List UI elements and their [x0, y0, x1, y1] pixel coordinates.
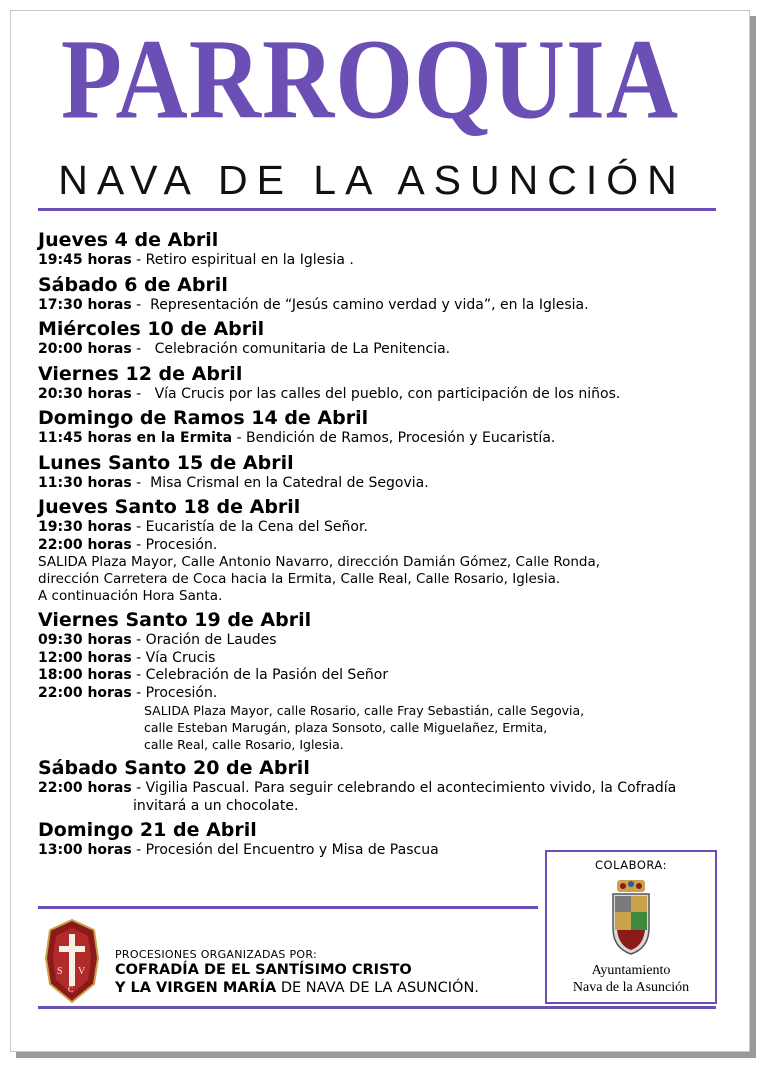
procession-route-line: SALIDA Plaza Mayor, Calle Antonio Navarro, dirección Damián Gómez, Calle Ronda, [38, 554, 601, 570]
event-separator: - [131, 519, 146, 535]
event-time: 19:30 horas [38, 519, 132, 535]
event-schedule-line [38, 650, 718, 668]
event-separator: - [131, 296, 151, 313]
event-item [38, 495, 718, 605]
event-time: 13:00 horas [38, 842, 132, 858]
event-separator: - [131, 632, 146, 648]
event-item [38, 756, 718, 815]
event-item [38, 608, 718, 753]
procession-route-line: dirección Carretera de Coca hacia la Ermita, Calle Real, Calle Rosario, Iglesia. [38, 571, 561, 587]
event-day: Jueves 4 de Abril [38, 229, 219, 251]
event-separator: - [131, 474, 151, 491]
event-item [38, 273, 718, 315]
event-separator: - [131, 385, 155, 402]
event-description: Retiro espiritual en la Iglesia . [145, 252, 354, 268]
town-coat-of-arms-icon [609, 878, 653, 956]
event-separator: - [131, 649, 146, 666]
event-day: Viernes Santo 19 de Abril [38, 609, 312, 631]
event-description: Representación de “Jesús camino verdad y vida”, en la Iglesia. [150, 296, 589, 313]
event-schedule-line [38, 475, 718, 493]
event-schedule-line [38, 297, 718, 315]
event-description: Oración de Laudes [145, 632, 277, 648]
event-schedule-line [38, 430, 718, 448]
event-description: Misa Crismal en la Catedral de Segovia. [150, 474, 429, 491]
emblem-letter-s: S [57, 966, 63, 977]
sponsor-name-line1: Ayuntamiento [591, 963, 671, 978]
event-time: 17:30 horas [38, 296, 132, 313]
event-schedule-line [38, 386, 718, 404]
event-time: 11:45 horas en la Ermita [38, 430, 233, 446]
sponsor-name-line2: Nava de la Asunción [572, 980, 690, 995]
page-title: PARROQUIA [60, 15, 680, 143]
event-item [38, 317, 718, 359]
event-separator: - [131, 684, 146, 701]
event-schedule-line [38, 519, 718, 537]
event-description: Vigilia Pascual. Para seguir celebrando el acontecimiento vivido, la Cofradía [145, 780, 677, 796]
footer-divider [38, 906, 538, 909]
event-time: 18:00 horas [38, 667, 132, 683]
event-item [38, 451, 718, 493]
organized-label: PROCESIONES ORGANIZADAS POR: [115, 948, 317, 961]
event-time: 20:30 horas [38, 385, 132, 402]
event-schedule-line [38, 780, 718, 798]
event-day: Miércoles 10 de Abril [38, 318, 265, 340]
cofradia-name-line2: Y LA VIRGEN MARÍA [115, 980, 277, 996]
procession-route-line: SALIDA Plaza Mayor, calle Rosario, calle Fray Sebastián, calle Segovia, [144, 703, 585, 718]
event-schedule-line [38, 667, 718, 685]
event-schedule-line [38, 341, 718, 359]
event-schedule-line [38, 537, 718, 555]
event-item [38, 406, 718, 448]
emblem-letter-v: V [78, 966, 86, 977]
event-day: Domingo de Ramos 14 de Abril [38, 407, 369, 429]
bottom-divider [38, 1006, 716, 1009]
procession-route-line: calle Esteban Marugán, plaza Sonsoto, calle Miguelañez, Ermita, [144, 720, 548, 735]
event-description: Celebración de la Pasión del Señor [145, 667, 389, 683]
event-item [38, 362, 718, 404]
page-subtitle: NAVA DE LA ASUNCIÓN [58, 157, 686, 203]
event-day: Sábado 6 de Abril [38, 273, 228, 296]
sponsor-label: COLABORA: [595, 858, 667, 872]
event-description-continued: invitará a un chocolate. [133, 797, 299, 814]
event-time: 19:45 horas [38, 252, 132, 268]
event-day: Jueves Santo 18 de Abril [38, 496, 301, 518]
event-time: 09:30 horas [38, 632, 132, 648]
event-time: 11:30 horas [38, 474, 132, 491]
event-separator: - [131, 536, 146, 553]
event-description: Procesión. [145, 536, 218, 553]
event-day: Viernes 12 de Abril [38, 362, 243, 385]
event-schedule-line [38, 632, 718, 650]
event-separator: - [131, 780, 146, 796]
event-item [38, 228, 718, 270]
cofradia-town: DE NAVA DE LA ASUNCIÓN. [276, 980, 479, 996]
event-description: Bendición de Ramos, Procesión y Eucaristía. [245, 430, 556, 446]
organizers-block [115, 948, 535, 997]
event-separator: - [131, 667, 146, 683]
event-day: Domingo 21 de Abril [38, 819, 257, 841]
event-day: Sábado Santo 20 de Abril [38, 757, 310, 779]
emblem-letter-c: C [68, 985, 74, 994]
events-list [38, 228, 718, 863]
event-description: Vía Crucis [145, 649, 216, 666]
event-separator: - [232, 430, 246, 446]
sponsor-box [545, 850, 717, 1004]
event-description: Eucaristía de la Cena del Señor. [145, 519, 368, 535]
event-description: Celebración comunitaria de La Penitencia. [154, 341, 451, 357]
cofradia-name-line1: COFRADÍA DE EL SANTÍSIMO CRISTO [115, 962, 412, 978]
event-time: 22:00 horas [38, 780, 132, 796]
title-divider [38, 208, 716, 211]
event-time: 22:00 horas [38, 536, 132, 553]
event-description: Procesión. [145, 684, 218, 701]
event-day: Lunes Santo 15 de Abril [38, 451, 294, 474]
procession-route-line: calle Real, calle Rosario, Iglesia. [144, 737, 344, 752]
event-time: 22:00 horas [38, 684, 132, 701]
event-separator: - [131, 341, 155, 357]
event-schedule-line [38, 685, 718, 703]
event-schedule-line [38, 252, 718, 270]
event-separator: - [131, 252, 146, 268]
event-time: 20:00 horas [38, 341, 132, 357]
event-description: Procesión del Encuentro y Misa de Pascua [145, 842, 439, 858]
event-time: 12:00 horas [38, 649, 132, 666]
procession-route-line: A continuación Hora Santa. [38, 588, 223, 604]
event-description: Vía Crucis por las calles del pueblo, con participación de los niños. [154, 385, 621, 402]
event-separator: - [131, 842, 146, 858]
cofradia-emblem-icon [42, 918, 102, 1004]
